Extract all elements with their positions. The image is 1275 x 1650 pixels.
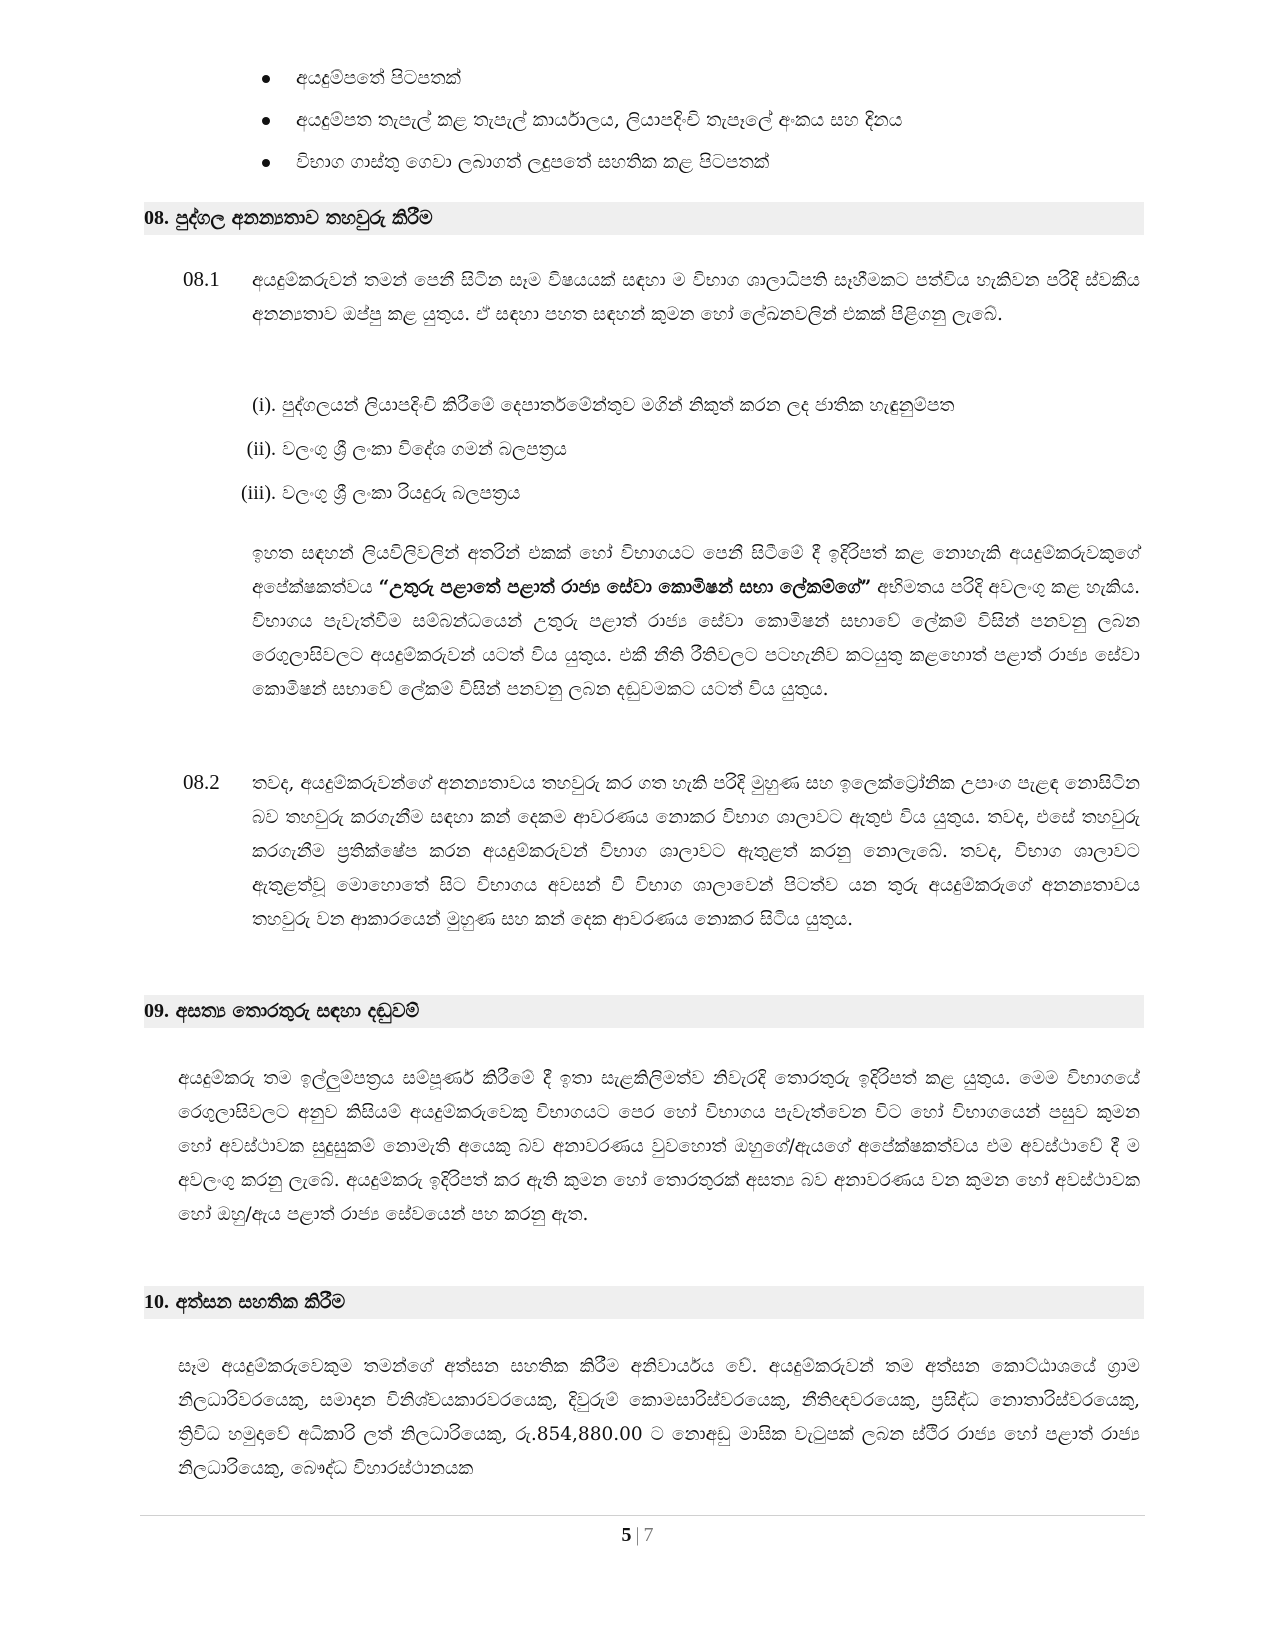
page-separator: | [635, 1524, 640, 1546]
bullet-icon [262, 117, 270, 125]
section-title: අත්සන සහතික කිරීම [175, 1291, 346, 1313]
paragraph-10: සෑම අයදුම්කරුවෙකුම තමන්ගේ අත්සන සහතික කිරීම අනිවාර්යය වේ. අයදුම්කරුවන් තම අත්සන කොට්ඨාශයේ ග්‍රාම නිලධාරිවරයෙකු, සමාදාන විනිශ්චයකාරවරයෙකු, දිවුරුම් කොමසාරිස්වරයෙකු, නීතිඥවරයෙකු, ප්‍රසිද්ධ නොතාරිස්වරයෙකු, ත්‍රිවිධ හමුදාවේ අධිකාරි ලත් නිලධාරියෙකු, රු.854,880.00 ට නොඅඩු මාසික වැටුපක් ලබන ස්ථිර රාජ්‍ය හෝ පළාත් රාජ්‍ය නිලධාරියෙකු, බෞද්ධ විහාරස්ථානයක [178, 1356, 1140, 1479]
page-footer [0, 1520, 1275, 1550]
section-number: 09. [144, 1000, 169, 1022]
footer-divider [140, 1515, 1145, 1516]
list-item: අයදුම්පත තැපැල් කළ තැපැල් කාර්යාලය, ලියාපදිංචි තැපෑලේ අංකය සහ දිනය [262, 106, 1162, 148]
list-item: අයදුම්පතේ පිටපතක් [262, 64, 1162, 106]
paragraph-08-1-continued: ඉහත සඳහන් ලියවිලිවලින් අතරින් එකක් හෝ විභාගයට පෙනී සිටීමේ දී ඉදිරිපත් කළ නොහැකි අයදුම්කරුවකුගේ අපේක්ෂකත්වය “උතුරු පළාතේ පළාත් රාජ්‍ය සේවා කොමිෂන් සභා ලේකම්ගේ” අභිමතය පරිදි අවලංගු කළ හැකිය. විභාගය පැවැත්වීම සම්බන්ධයෙන් උතුරු පළාත් රාජ්‍ය සේවා කොමිෂන් සභාවේ ලේකම් විසින් පනවනු ලබන රෙගුලාසිවලට අයදුම්කරුවන් යටත් විය යුතුය. එකී නීති රීතිවලට පටහැනිව කටයුතු කළහොත් පළාත් රාජ්‍ය සේවා කොමිෂන් සභාවේ ලේකම් විසින් පනවනු ලබන දඬුවමකට යටත් විය යුතුය. [252, 543, 1140, 700]
list-item: (i). පුද්ගලයන් ලියාපදිංචි කිරීමේ දෙපාර්තමේන්තුව මගින් නිකුත් කරන ලද ජාතික හැඳුනුම්පත [252, 394, 955, 416]
list-item: (ii). වලංගු ශ්‍රී ලංකා විදේශ ගමන් බලපත්‍රය [246, 438, 567, 460]
bold-phrase: “උතුරු පළාතේ පළාත් රාජ්‍ය සේවා කොමිෂන් සභා ලේකම්ගේ” [378, 577, 872, 598]
section-number: 10. [144, 1291, 169, 1313]
list-item: විභාග ගාස්තු ගෙවා ලබාගත් ලදුපතේ සහතික කළ පිටපතක් [262, 148, 1162, 190]
bullet-icon [262, 159, 270, 167]
paragraph-09: අයදුම්කරු තම ඉල්ලුම්පත්‍රය සම්පූර්ණ කිරීමේ දී ඉතා සැළකිලිමත්ව නිවැරදි තොරතුරු ඉදිරිපත් කළ යුතුය. මෙම විභාගයේ රෙගුලාසිවලට අනුව කිසියම් අයදුම්කරුවෙකු විභාගයට පෙර හෝ විභාගය පැවැත්වෙන විට හෝ විභාගයෙන් පසුව කුමන හෝ අවස්ථාවක සුදුසුකම් නොමැති අයෙකු බව අනාවරණය වුවහොත් ඔහුගේ/ඇයගේ අපේක්ෂකත්වය එම අවස්ථාවේ දී ම අවලංගු කරනු ලැබේ. අයදුම්කරු ඉදිරිපත් කර ඇති කුමන හෝ තොරතුරක් අසත්‍ය බව අනාවරණය වන කුමන හෝ අවස්ථාවක හෝ ඔහු/ඇය පළාත් රාජ්‍ය සේවයෙන් පහ කරනු ඇත. [178, 1068, 1140, 1225]
page-total: 7 [643, 1524, 654, 1546]
attachments-list [262, 64, 1162, 190]
paragraph-number: 08.2 [183, 770, 220, 794]
list-item: (iii). වලංගු ශ්‍රී ලංකා රියදුරු බලපත්‍රය [241, 482, 521, 504]
section-title: පුද්ගල අනන්‍යතාව තහවුරු කිරීම [175, 207, 433, 229]
bullet-icon [262, 75, 270, 83]
paragraph-08-1: අයදුම්කරුවන් තමන් පෙනී සිටින සෑම විෂයයක් සඳහා ම විභාග ශාලාධිපති සෑහීමකට පත්විය හැකිවන පරිදි ස්වකීය අනන්‍යතාව ඔප්පු කළ යුතුය. ඒ සඳහා පහත සඳහන් කුමන හෝ ලේඛනවලින් එකක් පිළිගනු ලැබේ. [252, 270, 1140, 325]
section-title: අසත්‍ය තොරතුරු සඳහා දඬුවම් [175, 1000, 420, 1022]
identity-documents-list [230, 390, 1150, 522]
paragraph-08-2: තවද, අයදුම්කරුවන්ගේ අනන්‍යතාවය තහවුරු කර ගත හැකි පරිදි මුහුණ සහ ඉලෙක්ට්‍රෝනික උපාංග පැළඳ නොසිටින බව තහවුරු කරගැනීම සඳහා කන් දෙකම ආවරණය නොකර විභාග ශාලාවට ඇතුළු විය යුතුය. තවද, එසේ තහවුරු කරගැනීම ප්‍රතික්ෂේප කරන අයදුම්කරුවන් විභාග ශාලාවට ඇතුළත් කරනු නොලැබේ. තවද, විභාග ශාලාවට ඇතුළත්වූ මොහොතේ සිට විභාගය අවසන් වී විභාග ශාලාවෙන් පිටත්ව යන තුරු අයදුම්කරුගේ අනන්‍යතාවය තහවුරු වන ආකාරයෙන් මුහුණ සහ කන් දෙක ආවරණය නොකර සිටිය යුතුය. [252, 773, 1140, 930]
paragraph-number: 08.1 [183, 267, 220, 291]
section-10-heading [144, 1286, 1144, 1319]
section-08-heading [144, 202, 1144, 235]
section-09-heading [144, 995, 1144, 1028]
section-number: 08. [144, 207, 169, 229]
page-number: 5 [621, 1524, 632, 1546]
